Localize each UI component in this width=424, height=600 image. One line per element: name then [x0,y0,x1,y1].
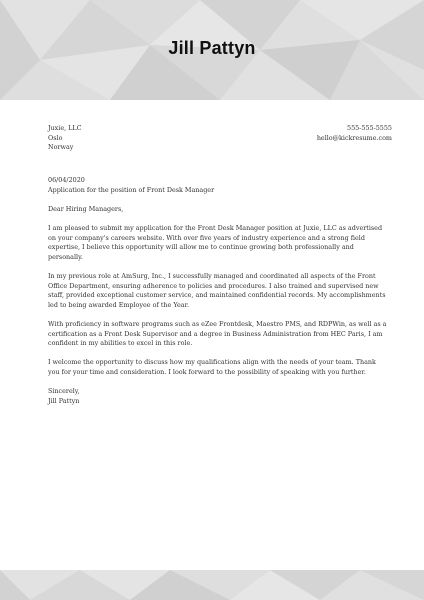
recipient-company: Juxie, LLC [48,124,82,132]
letter-paragraph: I am pleased to submit my application for the Front Desk Manager position at Juxie, LLC as advertised on your company's careers website. With over five years of industry experience and a strong field expertise, I believe this opportunity will allow me to continue growing both professionally and personally. [48,223,383,261]
phone-number: 555-555-5555 [347,124,392,132]
letter-date: 06/04/2020 [48,176,85,184]
header-band [0,0,424,100]
recipient-address [48,124,82,153]
letter-paragraph: In my previous role at AmSurg, Inc., I successfully managed and coordinated all aspects of the Front Office Department, ensuring adherence to policies and procedures. I also trained and supervised new staff, provided exceptional customer service, and maintained confidential records. My accomplishments led to being awarded Employee of the Year. [48,271,386,309]
recipient-country: Norway [48,143,74,152]
letter-paragraph: I welcome the opportunity to discuss how my qualifications align with the needs of your team. Thank you for your time and consideration. I look forward to the possibility of speaking with you further. [48,358,376,376]
footer-geometric-pattern [0,570,424,600]
letter-subject: Application for the position of Front Desk Manager [48,185,215,194]
letter-body [48,176,388,406]
recipient-city: Oslo [48,133,63,142]
applicant-name: Jill Pattyn [168,38,256,58]
letter-paragraph: With proficiency in software programs such as eZee Frontdesk, Maestro PMS, and RDPWin, as well as a certification as a Front Desk Supervisor and a degree in Business Administration from HEC Paris, I am confident in my abilities to excel in this role. [48,319,387,348]
email-address: hello@kickresume.com [316,133,392,142]
sender-contact [317,124,392,143]
letter-signature: Jill Pattyn [48,396,80,405]
footer-band [0,570,424,600]
letter-greeting: Dear Hiring Managers, [48,204,124,213]
letter-closing: Sincerely, [48,387,80,396]
